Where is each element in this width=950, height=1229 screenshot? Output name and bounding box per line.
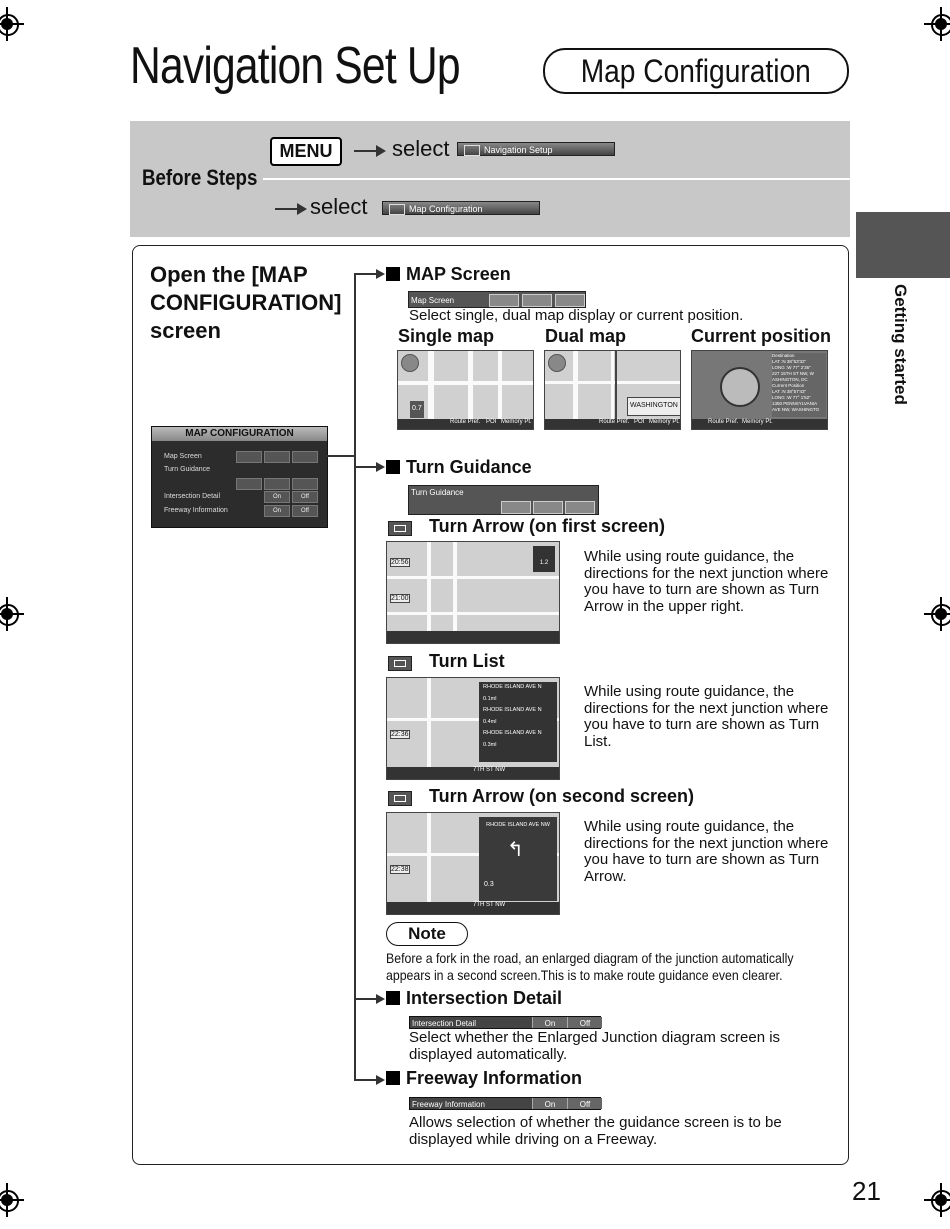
compass-icon	[720, 367, 760, 407]
connector-trunk	[354, 273, 356, 1081]
compass-icon	[555, 294, 585, 307]
panel-row-turn-guidance: Turn Guidance	[164, 466, 211, 473]
before-steps-label: Before Steps	[142, 165, 258, 190]
map-configuration-panel	[151, 426, 328, 528]
current-position-screenshot: Destination LAT :N 38°53'32" LONG :W 77° 2'36" 227 15TH ST NW, W ASHINGTON, DC Current Position LAT :N 38°57'43" LONG :W 77° 1'52" 1350 PENNSYLVANIA AVE NW, WASHINGTO Route Pref. Memory Pt.	[691, 350, 828, 430]
turn-arrow-first-screenshot: 1.2 20:56 21:00	[386, 541, 560, 644]
turn-guidance-bar: Turn Guidance	[408, 485, 599, 515]
turn-list-desc: While using route guidance, the directions for the next junction where you have to turn are shown as Turn List.	[584, 683, 829, 750]
turn-list-screenshot: RHODE ISLAND AVE N 0.1ml RHODE ISLAND AVE N 0.4ml RHODE ISLAND AVE N 0.3ml 22:36 7TH ST NW	[386, 677, 560, 780]
freeway-on-button: On	[532, 1098, 567, 1109]
square-bullet-icon	[386, 1071, 400, 1085]
side-tab	[856, 212, 950, 278]
connector-arrow	[354, 998, 382, 1000]
turn-arrow-icon	[236, 478, 262, 490]
turn-arrow-second-icon	[388, 791, 412, 806]
turn-arrow-first-desc: While using route guidance, the directions for the next junction where you have to turn are shown as Turn Arrow in the upper right.	[584, 548, 829, 615]
dual-map-icon	[264, 451, 290, 463]
before-steps-box	[130, 121, 850, 237]
turn-arrow-second-title: Turn Arrow (on second screen)	[429, 786, 695, 806]
caption-single-map: Single map	[398, 326, 495, 346]
registration-mark-top-right	[924, 7, 950, 41]
freeway-information-bar: Freeway Information On Off	[409, 1097, 601, 1110]
page-number: 21	[852, 1176, 881, 1206]
map-configuration-button: Map Configuration	[382, 201, 540, 215]
registration-mark-mid-left	[0, 597, 24, 631]
turn-arrow-icon	[388, 521, 412, 536]
panel-header: MAP CONFIGURATION	[152, 427, 327, 441]
junction-diagram: RHODE ISLAND AVE NW ↰ 0.3	[479, 817, 557, 901]
registration-mark-mid-right	[924, 597, 950, 631]
freeway-off: Off	[292, 505, 318, 517]
turn-arrow-second-desc: While using route guidance, the directions for the next junction where you have to turn are shown as Turn Arrow.	[584, 818, 829, 885]
page-title: Navigation Set Up	[130, 37, 460, 95]
panel-row-intersection-detail: Intersection Detail	[164, 493, 221, 500]
freeway-information-desc: Allows selection of whether the guidance screen is to be displayed while driving on a Freeway.	[409, 1114, 782, 1148]
map-screen-heading: MAP Screen	[386, 264, 511, 285]
intersection-detail-heading: Intersection Detail	[386, 988, 562, 1009]
turn-guidance-heading: Turn Guidance	[386, 457, 532, 478]
single-map-icon	[489, 294, 519, 307]
map-screen-bar: Map Screen	[408, 291, 586, 308]
turn-list-icon	[533, 501, 563, 514]
menu-key: MENU	[270, 137, 342, 166]
panel-row-map-screen: Map Screen	[164, 453, 202, 460]
panel-row-freeway-information: Freeway Information	[164, 507, 228, 514]
freeway-information-heading: Freeway Information	[386, 1068, 582, 1089]
turn-arrow-icon	[501, 501, 531, 514]
side-tab-label: Getting started	[891, 284, 910, 405]
turn-arrow-second-icon	[565, 501, 595, 514]
before-steps-divider	[263, 178, 850, 180]
position-info: Destination LAT :N 38°53'32" LONG :W 77° 2'36" 227 15TH ST NW, W ASHINGTON, DC Current Position LAT :N 38°57'43" LONG :W 77° 1'52" 1350 PENNSYLVANIA AVE NW, WASHINGTO	[772, 353, 826, 417]
compass-icon	[292, 451, 318, 463]
arrow-icon	[275, 208, 305, 210]
single-map-icon	[236, 451, 262, 463]
square-bullet-icon	[386, 460, 400, 474]
intersection-on-button: On	[532, 1017, 567, 1028]
turn-list-icon	[264, 478, 290, 490]
intersection-detail-bar: Intersection Detail On Off	[409, 1016, 601, 1029]
turn-arrow-second-screenshot: RHODE ISLAND AVE NW ↰ 0.3 22:38 7TH ST NW	[386, 812, 560, 915]
dual-map-icon	[522, 294, 552, 307]
arrow-icon	[354, 150, 384, 152]
section-pill: Map Configuration	[543, 48, 849, 94]
square-bullet-icon	[386, 991, 400, 1005]
freeway-off-button: Off	[567, 1098, 602, 1109]
map-config-icon	[389, 204, 405, 215]
freeway-on: On	[264, 505, 290, 517]
turn-arrow-first-title: Turn Arrow (on first screen)	[429, 516, 666, 536]
select-word: select	[310, 194, 368, 219]
caption-current-position: Current position	[691, 326, 831, 346]
connector-arrow	[354, 466, 382, 468]
single-map-screenshot: 0.7 Route Pref. POI Memory Pt.	[397, 350, 534, 430]
dual-map-screenshot: WASHINGTON Route Pref. POI Memory Pt.	[544, 350, 681, 430]
turn-left-arrow-icon: ↰	[507, 839, 524, 861]
connector-line	[327, 455, 356, 457]
wrench-icon	[464, 145, 480, 156]
turn-arrow-icon: 1.2	[533, 546, 555, 572]
caption-dual-map: Dual map	[545, 326, 627, 346]
turn-list-icon	[388, 656, 412, 671]
intersection-off: Off	[292, 491, 318, 503]
turn-list-title: Turn List	[429, 651, 505, 671]
connector-arrow	[354, 273, 382, 275]
open-screen-heading: Open the [MAP CONFIGURATION] screen	[150, 262, 342, 343]
intersection-off-button: Off	[567, 1017, 602, 1028]
square-bullet-icon	[386, 267, 400, 281]
intersection-on: On	[264, 491, 290, 503]
note-line-1: Before a fork in the road, an enlarged diagram of the junction automatically	[386, 950, 794, 966]
intersection-detail-desc: Select whether the Enlarged Junction diagram screen is displayed automatically.	[409, 1029, 781, 1063]
connector-arrow	[354, 1079, 382, 1081]
turn-arrow-second-icon	[292, 478, 318, 490]
registration-mark-bottom-left	[0, 1183, 24, 1217]
registration-mark-bottom-right	[924, 1183, 950, 1217]
turn-list-panel: RHODE ISLAND AVE N 0.1ml RHODE ISLAND AVE N 0.4ml RHODE ISLAND AVE N 0.3ml	[479, 682, 557, 762]
note-label: Note	[386, 922, 468, 946]
navigation-setup-button: Navigation Setup	[457, 142, 615, 156]
map-screen-desc: Select single, dual map display or current position.	[409, 307, 744, 324]
compass-icon	[401, 354, 419, 372]
select-word: select	[392, 136, 450, 161]
note-line-2: appears in a second screen.This is to make route guidance even clearer.	[386, 967, 783, 983]
registration-mark-top-left	[0, 7, 24, 41]
compass-icon	[548, 354, 566, 372]
